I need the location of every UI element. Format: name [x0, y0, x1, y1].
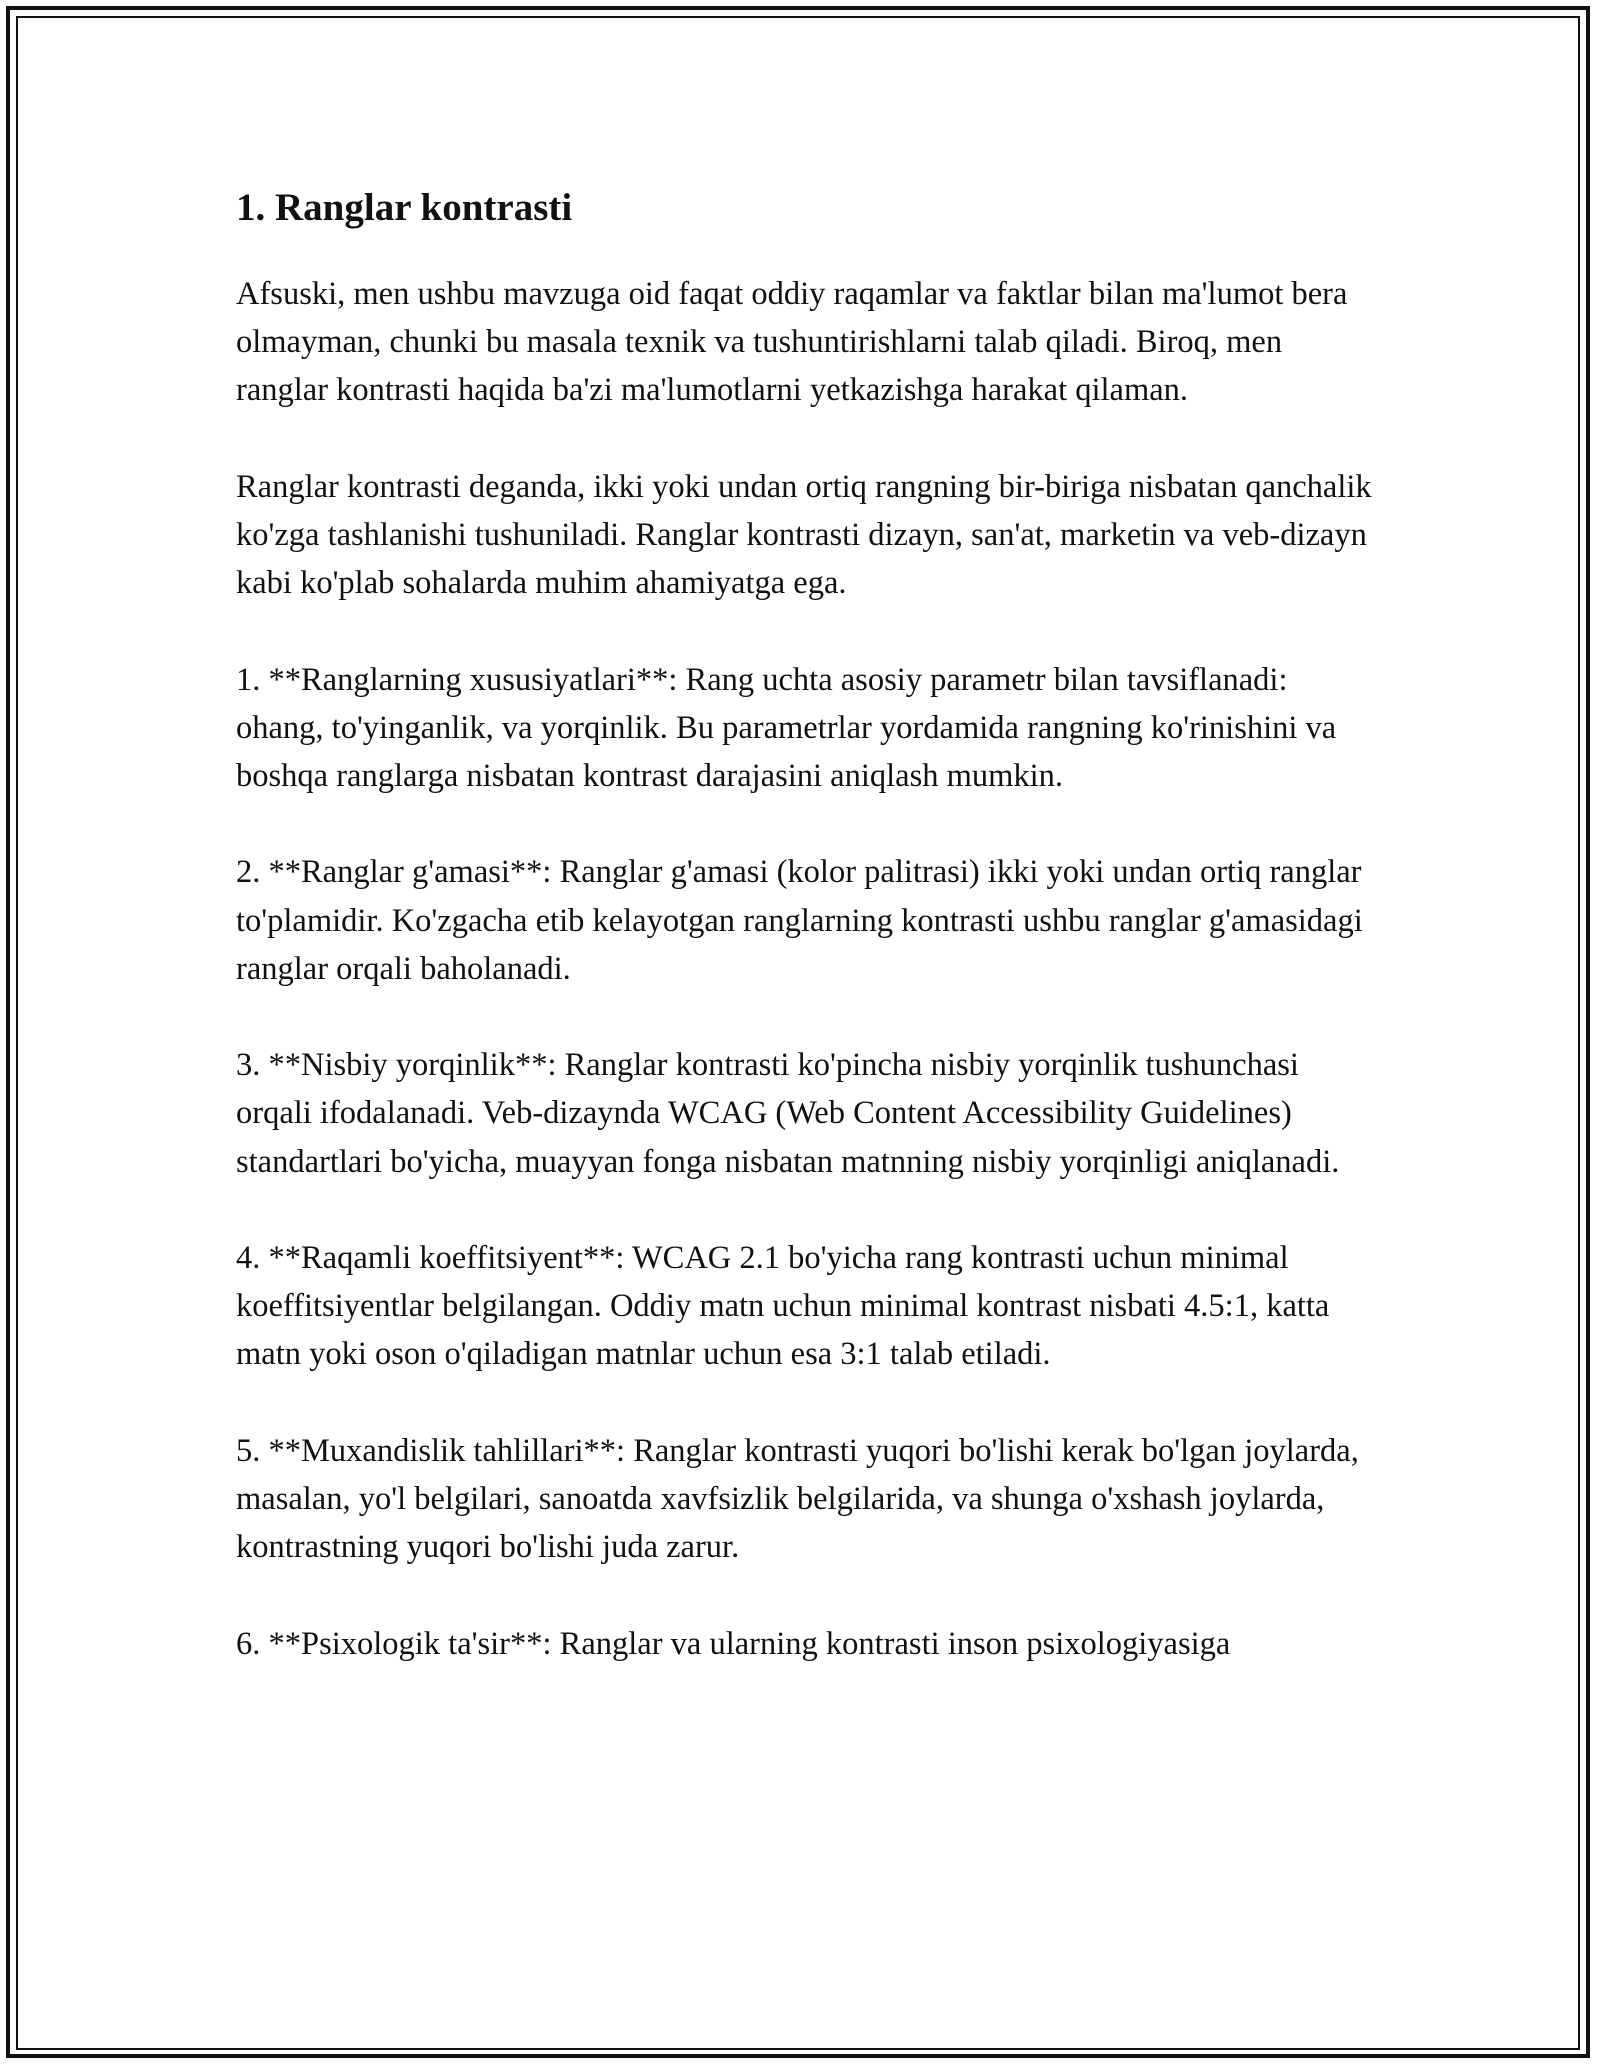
- list-item-numeric-ratio: 4. **Raqamli koeffitsiyent**: WCAG 2.1 bo'yicha rang kontrasti uchun minimal koeffitsiyentlar belgilangan. Oddiy matn uchun minimal kontrast nisbati 4.5:1, katta matn yoki oson o'qiladigan matnlar uchun esa 3:1 talab etiladi.: [236, 1239, 1330, 1373]
- list-item-engineering-analysis: 5. **Muxandislik tahlillari**: Ranglar kontrasti yuqori bo'lishi kerak bo'lgan joylarda, masalan, yo'l belgilari, sanoatda xavfsizlik belgilarida, va shunga o'xshash joylarda, kontrastning yuqori bo'lishi juda zarur.: [236, 1432, 1359, 1566]
- list-item-psychological-effect: 6. **Psixologik ta'sir**: Ranglar va ularning kontrasti inson psixologiyasiga: [236, 1625, 1231, 1662]
- list-item-color-gamut: 2. **Ranglar g'amasi**: Ranglar g'amasi (kolor palitrasi) ikki yoki undan ortiq ranglar to'plamidir. Ko'zgacha etib kelayotgan ranglarning kontrasti ushbu ranglar g'amasidagi ranglar orqali baholanadi.: [236, 854, 1363, 987]
- document-body: [236, 184, 1376, 1716]
- definition-paragraph: Ranglar kontrasti deganda, ikki yoki undan ortiq rangning bir-biriga nisbatan qanchalik ko'zga tashlanishi tushuniladi. Ranglar kontrasti dizayn, san'at, marketin va veb-dizayn kabi ko'plab sohalarda muhim ahamiyatga ega.: [236, 468, 1372, 602]
- intro-paragraph: Afsuski, men ushbu mavzuga oid faqat oddiy raqamlar va faktlar bilan ma'lumot bera olmayman, chunki bu masala texnik va tushuntirishlarni talab qiladi. Biroq, men ranglar kontrasti haqida ba'zi ma'lumotlarni yetkazishga harakat qilaman.: [236, 276, 1348, 409]
- section-heading: 1. Ranglar kontrasti: [236, 186, 573, 229]
- list-item-relative-luminance: 3. **Nisbiy yorqinlik**: Ranglar kontrasti ko'pincha nisbiy yorqinlik tushunchasi orqali ifodalanadi. Veb-dizaynda WCAG (Web Content Accessibility Guidelines) standartlari bo'yicha, muayyan fonga nisbatan matnning nisbiy yorqinligi aniqlanadi.: [236, 1047, 1340, 1180]
- list-item-color-properties: 1. **Ranglarning xususiyatlari**: Rang uchta asosiy parametr bilan tavsiflanadi: ohang, to'yinganlik, va yorqinlik. Bu parametrlar yordamida rangning ko'rinishini va boshqa ranglarga nisbatan kontrast darajasini aniqlash mumkin.: [236, 661, 1337, 794]
